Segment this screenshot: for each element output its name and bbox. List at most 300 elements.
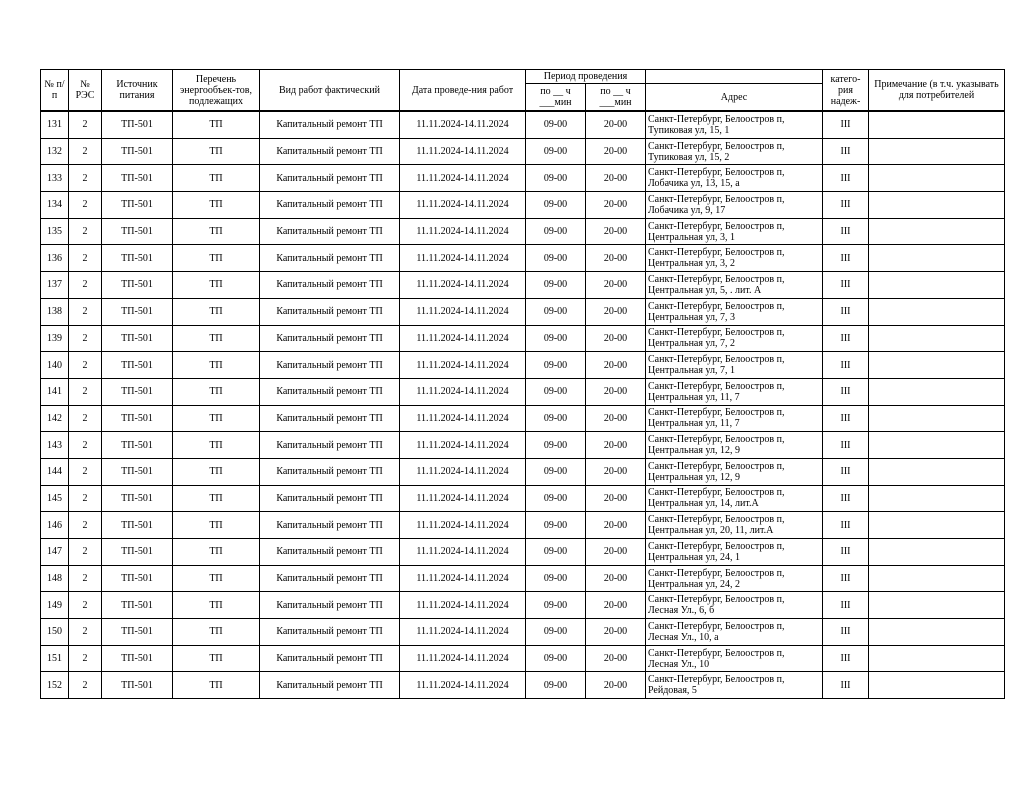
- address-line-2: Центральная ул, 11, 7: [648, 418, 740, 430]
- cell-source: ТП-501: [102, 512, 173, 539]
- cell-note: [869, 165, 1005, 192]
- cell-work: Капитальный ремонт ТП: [260, 592, 400, 619]
- table-row: [41, 512, 1005, 539]
- cell-objects: ТП: [173, 672, 260, 699]
- table-row: [41, 565, 1005, 592]
- cell-objects: ТП: [173, 138, 260, 165]
- cell-note: [869, 619, 1005, 646]
- address-line-1: Санкт-Петербург, Белоостров п,: [648, 647, 785, 659]
- address-line-2: Центральная ул, 3, 1: [648, 231, 736, 243]
- cell-source: ТП-501: [102, 539, 173, 566]
- cell-work: Капитальный ремонт ТП: [260, 352, 400, 379]
- cell-category: III: [823, 592, 869, 619]
- header-from: по __ ч ___мин: [526, 84, 586, 112]
- cell-source: ТП-501: [102, 458, 173, 485]
- outage-schedule-table: [40, 69, 1005, 699]
- cell-category: III: [823, 565, 869, 592]
- cell-num: 144: [41, 458, 69, 485]
- cell-to: 20-00: [586, 565, 646, 592]
- address-line-1: Санкт-Петербург, Белоостров п,: [648, 460, 785, 472]
- cell-to: 20-00: [586, 352, 646, 379]
- cell-category: III: [823, 485, 869, 512]
- cell-res: 2: [69, 645, 102, 672]
- cell-work: Капитальный ремонт ТП: [260, 192, 400, 219]
- address-line-2: Тупиковая ул, 15, 2: [648, 151, 730, 163]
- cell-address: [646, 592, 823, 619]
- cell-address: [646, 539, 823, 566]
- cell-num: 143: [41, 432, 69, 459]
- cell-category: III: [823, 619, 869, 646]
- cell-num: 131: [41, 111, 69, 138]
- cell-address: [646, 432, 823, 459]
- cell-work: Капитальный ремонт ТП: [260, 672, 400, 699]
- cell-note: [869, 218, 1005, 245]
- cell-note: [869, 458, 1005, 485]
- cell-objects: ТП: [173, 565, 260, 592]
- header-to: по __ ч ___мин: [586, 84, 646, 112]
- cell-work: Капитальный ремонт ТП: [260, 512, 400, 539]
- table-row: [41, 352, 1005, 379]
- cell-source: ТП-501: [102, 245, 173, 272]
- cell-address: [646, 325, 823, 352]
- header-address: Адрес: [646, 84, 823, 112]
- cell-date: 11.11.2024-14.11.2024: [400, 485, 526, 512]
- cell-source: ТП-501: [102, 645, 173, 672]
- cell-note: [869, 378, 1005, 405]
- table-row: [41, 192, 1005, 219]
- cell-note: [869, 138, 1005, 165]
- table-row: [41, 619, 1005, 646]
- cell-from: 09-00: [526, 245, 586, 272]
- header-category: катего-рия надеж-: [823, 70, 869, 112]
- cell-from: 09-00: [526, 352, 586, 379]
- cell-objects: ТП: [173, 245, 260, 272]
- table-row: [41, 539, 1005, 566]
- cell-date: 11.11.2024-14.11.2024: [400, 512, 526, 539]
- cell-from: 09-00: [526, 458, 586, 485]
- cell-category: III: [823, 405, 869, 432]
- cell-address: [646, 405, 823, 432]
- cell-work: Капитальный ремонт ТП: [260, 298, 400, 325]
- table-row: [41, 645, 1005, 672]
- cell-date: 11.11.2024-14.11.2024: [400, 352, 526, 379]
- address-line-1: Санкт-Петербург, Белоостров п,: [648, 300, 785, 312]
- cell-num: 133: [41, 165, 69, 192]
- cell-category: III: [823, 138, 869, 165]
- cell-num: 141: [41, 378, 69, 405]
- cell-address: [646, 272, 823, 299]
- cell-to: 20-00: [586, 645, 646, 672]
- cell-source: ТП-501: [102, 272, 173, 299]
- address-line-1: Санкт-Петербург, Белоостров п,: [648, 193, 785, 205]
- cell-objects: ТП: [173, 272, 260, 299]
- cell-category: III: [823, 325, 869, 352]
- cell-note: [869, 298, 1005, 325]
- cell-num: 145: [41, 485, 69, 512]
- cell-source: ТП-501: [102, 218, 173, 245]
- cell-date: 11.11.2024-14.11.2024: [400, 111, 526, 138]
- cell-note: [869, 592, 1005, 619]
- cell-res: 2: [69, 352, 102, 379]
- cell-address: [646, 672, 823, 699]
- cell-address: [646, 111, 823, 138]
- cell-to: 20-00: [586, 165, 646, 192]
- cell-objects: ТП: [173, 512, 260, 539]
- header-objects: Перечень энергообъек-тов, подлежащих: [173, 70, 260, 112]
- header-address-top: [646, 70, 823, 84]
- cell-date: 11.11.2024-14.11.2024: [400, 672, 526, 699]
- cell-date: 11.11.2024-14.11.2024: [400, 245, 526, 272]
- address-line-1: Санкт-Петербург, Белоостров п,: [648, 487, 785, 499]
- address-line-1: Санкт-Петербург, Белоостров п,: [648, 567, 785, 579]
- cell-res: 2: [69, 619, 102, 646]
- cell-from: 09-00: [526, 512, 586, 539]
- cell-category: III: [823, 165, 869, 192]
- address-line-1: Санкт-Петербург, Белоостров п,: [648, 594, 785, 606]
- header-source: Источник питания: [102, 70, 173, 112]
- table-row: [41, 165, 1005, 192]
- cell-work: Капитальный ремонт ТП: [260, 272, 400, 299]
- cell-note: [869, 512, 1005, 539]
- cell-num: 142: [41, 405, 69, 432]
- cell-address: [646, 565, 823, 592]
- cell-to: 20-00: [586, 539, 646, 566]
- header-num: № п/п: [41, 70, 69, 112]
- cell-num: 132: [41, 138, 69, 165]
- address-line-2: Рейдовая, 5: [648, 685, 697, 697]
- cell-category: III: [823, 245, 869, 272]
- table-header: [41, 70, 1005, 112]
- address-line-2: Лобачика ул, 9, 17: [648, 204, 726, 216]
- cell-address: [646, 218, 823, 245]
- cell-address: [646, 458, 823, 485]
- address-line-1: Санкт-Петербург, Белоостров п,: [648, 674, 785, 686]
- address-line-2: Центральная ул, 7, 1: [648, 365, 736, 377]
- cell-objects: ТП: [173, 432, 260, 459]
- cell-from: 09-00: [526, 192, 586, 219]
- address-line-2: Лесная Ул., 10: [648, 658, 710, 670]
- cell-res: 2: [69, 458, 102, 485]
- cell-date: 11.11.2024-14.11.2024: [400, 405, 526, 432]
- cell-category: III: [823, 672, 869, 699]
- cell-from: 09-00: [526, 645, 586, 672]
- cell-num: 149: [41, 592, 69, 619]
- address-line-2: Центральная ул, 20, 11, лит.А: [648, 525, 774, 537]
- cell-to: 20-00: [586, 512, 646, 539]
- table-row: [41, 298, 1005, 325]
- cell-source: ТП-501: [102, 378, 173, 405]
- table-row: [41, 378, 1005, 405]
- cell-work: Капитальный ремонт ТП: [260, 565, 400, 592]
- table-row: [41, 272, 1005, 299]
- cell-date: 11.11.2024-14.11.2024: [400, 539, 526, 566]
- address-line-2: Центральная ул, 7, 2: [648, 338, 736, 350]
- address-line-1: Санкт-Петербург, Белоостров п,: [648, 220, 785, 232]
- cell-to: 20-00: [586, 405, 646, 432]
- cell-note: [869, 272, 1005, 299]
- cell-from: 09-00: [526, 485, 586, 512]
- cell-work: Капитальный ремонт ТП: [260, 245, 400, 272]
- table-row: [41, 592, 1005, 619]
- cell-objects: ТП: [173, 325, 260, 352]
- cell-res: 2: [69, 432, 102, 459]
- cell-date: 11.11.2024-14.11.2024: [400, 298, 526, 325]
- cell-res: 2: [69, 138, 102, 165]
- cell-to: 20-00: [586, 672, 646, 699]
- cell-note: [869, 565, 1005, 592]
- cell-work: Капитальный ремонт ТП: [260, 405, 400, 432]
- cell-work: Капитальный ремонт ТП: [260, 218, 400, 245]
- cell-note: [869, 111, 1005, 138]
- address-line-2: Лобачика ул, 13, 15, а: [648, 178, 740, 190]
- cell-source: ТП-501: [102, 352, 173, 379]
- cell-from: 09-00: [526, 539, 586, 566]
- address-line-1: Санкт-Петербург, Белоостров п,: [648, 620, 785, 632]
- cell-num: 136: [41, 245, 69, 272]
- cell-source: ТП-501: [102, 565, 173, 592]
- cell-note: [869, 245, 1005, 272]
- cell-category: III: [823, 218, 869, 245]
- table-row: [41, 218, 1005, 245]
- cell-from: 09-00: [526, 378, 586, 405]
- cell-to: 20-00: [586, 138, 646, 165]
- cell-num: 148: [41, 565, 69, 592]
- cell-from: 09-00: [526, 325, 586, 352]
- cell-address: [646, 485, 823, 512]
- cell-note: [869, 325, 1005, 352]
- cell-objects: ТП: [173, 405, 260, 432]
- cell-date: 11.11.2024-14.11.2024: [400, 272, 526, 299]
- cell-work: Капитальный ремонт ТП: [260, 138, 400, 165]
- address-line-2: Центральная ул, 3, 2: [648, 258, 736, 270]
- cell-work: Капитальный ремонт ТП: [260, 645, 400, 672]
- cell-note: [869, 405, 1005, 432]
- cell-to: 20-00: [586, 432, 646, 459]
- cell-source: ТП-501: [102, 138, 173, 165]
- header-note: Примечание (в т.ч. указывать для потребителей: [869, 70, 1005, 112]
- cell-to: 20-00: [586, 619, 646, 646]
- cell-num: 147: [41, 539, 69, 566]
- address-line-2: Центральная ул, 24, 2: [648, 578, 741, 590]
- address-line-1: Санкт-Петербург, Белоостров п,: [648, 434, 785, 446]
- table-row: [41, 325, 1005, 352]
- cell-note: [869, 539, 1005, 566]
- cell-address: [646, 512, 823, 539]
- address-line-2: Центральная ул, 12, 9: [648, 445, 741, 457]
- cell-res: 2: [69, 485, 102, 512]
- cell-note: [869, 645, 1005, 672]
- address-line-1: Санкт-Петербург, Белоостров п,: [648, 327, 785, 339]
- address-line-2: Центральная ул, 14, лит.А: [648, 498, 759, 510]
- cell-address: [646, 165, 823, 192]
- cell-to: 20-00: [586, 111, 646, 138]
- cell-from: 09-00: [526, 138, 586, 165]
- cell-category: III: [823, 352, 869, 379]
- cell-num: 152: [41, 672, 69, 699]
- cell-address: [646, 645, 823, 672]
- cell-date: 11.11.2024-14.11.2024: [400, 565, 526, 592]
- cell-num: 135: [41, 218, 69, 245]
- cell-res: 2: [69, 405, 102, 432]
- cell-to: 20-00: [586, 378, 646, 405]
- cell-category: III: [823, 378, 869, 405]
- cell-work: Капитальный ремонт ТП: [260, 325, 400, 352]
- cell-date: 11.11.2024-14.11.2024: [400, 619, 526, 646]
- cell-objects: ТП: [173, 165, 260, 192]
- cell-category: III: [823, 539, 869, 566]
- cell-res: 2: [69, 672, 102, 699]
- cell-res: 2: [69, 165, 102, 192]
- cell-category: III: [823, 645, 869, 672]
- address-line-1: Санкт-Петербург, Белоостров п,: [648, 273, 785, 285]
- cell-address: [646, 619, 823, 646]
- cell-from: 09-00: [526, 672, 586, 699]
- cell-category: III: [823, 432, 869, 459]
- address-line-1: Санкт-Петербург, Белоостров п,: [648, 140, 785, 152]
- cell-objects: ТП: [173, 458, 260, 485]
- cell-date: 11.11.2024-14.11.2024: [400, 378, 526, 405]
- cell-date: 11.11.2024-14.11.2024: [400, 325, 526, 352]
- cell-res: 2: [69, 245, 102, 272]
- cell-to: 20-00: [586, 245, 646, 272]
- cell-res: 2: [69, 272, 102, 299]
- cell-address: [646, 192, 823, 219]
- cell-work: Капитальный ремонт ТП: [260, 432, 400, 459]
- document-page: [40, 69, 1004, 699]
- cell-category: III: [823, 458, 869, 485]
- header-date: Дата проведе-ния работ: [400, 70, 526, 112]
- cell-res: 2: [69, 565, 102, 592]
- cell-from: 09-00: [526, 218, 586, 245]
- address-line-2: Центральная ул, 12, 9: [648, 471, 741, 483]
- cell-res: 2: [69, 512, 102, 539]
- cell-objects: ТП: [173, 352, 260, 379]
- address-line-1: Санкт-Петербург, Белоостров п,: [648, 540, 785, 552]
- address-line-2: Тупиковая ул, 15, 1: [648, 124, 730, 136]
- cell-num: 139: [41, 325, 69, 352]
- table-row: [41, 138, 1005, 165]
- cell-date: 11.11.2024-14.11.2024: [400, 165, 526, 192]
- cell-address: [646, 352, 823, 379]
- cell-source: ТП-501: [102, 405, 173, 432]
- cell-note: [869, 352, 1005, 379]
- cell-from: 09-00: [526, 272, 586, 299]
- address-line-1: Санкт-Петербург, Белоостров п,: [648, 247, 785, 259]
- cell-date: 11.11.2024-14.11.2024: [400, 432, 526, 459]
- address-line-1: Санкт-Петербург, Белоостров п,: [648, 407, 785, 419]
- cell-date: 11.11.2024-14.11.2024: [400, 192, 526, 219]
- cell-res: 2: [69, 592, 102, 619]
- cell-num: 138: [41, 298, 69, 325]
- cell-source: ТП-501: [102, 592, 173, 619]
- address-line-1: Санкт-Петербург, Белоостров п,: [648, 354, 785, 366]
- cell-work: Капитальный ремонт ТП: [260, 485, 400, 512]
- table-row: [41, 432, 1005, 459]
- cell-res: 2: [69, 111, 102, 138]
- cell-address: [646, 298, 823, 325]
- cell-num: 140: [41, 352, 69, 379]
- cell-from: 09-00: [526, 565, 586, 592]
- cell-work: Капитальный ремонт ТП: [260, 458, 400, 485]
- cell-num: 150: [41, 619, 69, 646]
- table-row: [41, 485, 1005, 512]
- cell-date: 11.11.2024-14.11.2024: [400, 645, 526, 672]
- cell-note: [869, 485, 1005, 512]
- cell-work: Капитальный ремонт ТП: [260, 539, 400, 566]
- cell-objects: ТП: [173, 192, 260, 219]
- cell-source: ТП-501: [102, 165, 173, 192]
- cell-res: 2: [69, 539, 102, 566]
- cell-objects: ТП: [173, 619, 260, 646]
- address-line-2: Центральная ул, 11, 7: [648, 391, 740, 403]
- table-row: [41, 245, 1005, 272]
- cell-to: 20-00: [586, 192, 646, 219]
- table-row: [41, 672, 1005, 699]
- cell-objects: ТП: [173, 218, 260, 245]
- address-line-2: Центральная ул, 24, 1: [648, 551, 741, 563]
- cell-date: 11.11.2024-14.11.2024: [400, 218, 526, 245]
- header-work: Вид работ фактический: [260, 70, 400, 112]
- cell-note: [869, 432, 1005, 459]
- cell-source: ТП-501: [102, 298, 173, 325]
- cell-date: 11.11.2024-14.11.2024: [400, 138, 526, 165]
- cell-category: III: [823, 512, 869, 539]
- address-line-2: Лесная Ул., 10, а: [648, 631, 719, 643]
- cell-num: 151: [41, 645, 69, 672]
- cell-num: 137: [41, 272, 69, 299]
- cell-source: ТП-501: [102, 619, 173, 646]
- cell-to: 20-00: [586, 458, 646, 485]
- address-line-1: Санкт-Петербург, Белоостров п,: [648, 514, 785, 526]
- cell-work: Капитальный ремонт ТП: [260, 165, 400, 192]
- cell-note: [869, 672, 1005, 699]
- address-line-2: Центральная ул, 7, 3: [648, 311, 736, 323]
- cell-to: 20-00: [586, 325, 646, 352]
- header-period: Период проведения: [526, 70, 646, 84]
- cell-note: [869, 192, 1005, 219]
- cell-category: III: [823, 298, 869, 325]
- cell-res: 2: [69, 378, 102, 405]
- cell-to: 20-00: [586, 298, 646, 325]
- cell-source: ТП-501: [102, 672, 173, 699]
- cell-source: ТП-501: [102, 192, 173, 219]
- cell-from: 09-00: [526, 405, 586, 432]
- cell-objects: ТП: [173, 539, 260, 566]
- cell-to: 20-00: [586, 218, 646, 245]
- cell-date: 11.11.2024-14.11.2024: [400, 592, 526, 619]
- cell-res: 2: [69, 325, 102, 352]
- address-line-2: Центральная ул, 5, . лит. А: [648, 284, 762, 296]
- cell-work: Капитальный ремонт ТП: [260, 378, 400, 405]
- cell-res: 2: [69, 218, 102, 245]
- cell-objects: ТП: [173, 378, 260, 405]
- address-line-1: Санкт-Петербург, Белоостров п,: [648, 113, 785, 125]
- cell-from: 09-00: [526, 432, 586, 459]
- cell-to: 20-00: [586, 485, 646, 512]
- cell-category: III: [823, 111, 869, 138]
- table-row: [41, 111, 1005, 138]
- cell-category: III: [823, 272, 869, 299]
- cell-num: 146: [41, 512, 69, 539]
- table-row: [41, 458, 1005, 485]
- cell-category: III: [823, 192, 869, 219]
- cell-num: 134: [41, 192, 69, 219]
- cell-objects: ТП: [173, 645, 260, 672]
- cell-source: ТП-501: [102, 485, 173, 512]
- cell-date: 11.11.2024-14.11.2024: [400, 458, 526, 485]
- cell-objects: ТП: [173, 592, 260, 619]
- address-line-1: Санкт-Петербург, Белоостров п,: [648, 380, 785, 392]
